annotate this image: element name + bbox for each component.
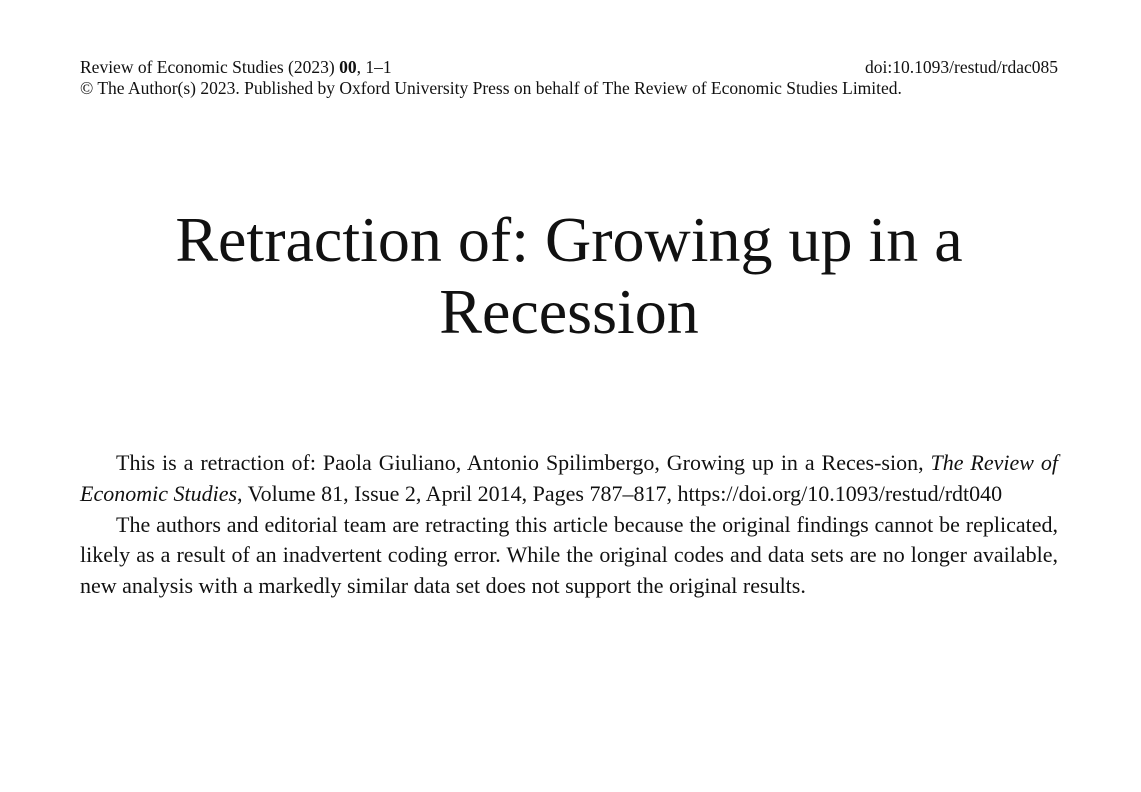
retraction-reason-paragraph: The authors and editorial team are retracting this article because the original findings cannot be replicated, likely as a result of an inadvertent coding error. While the original codes and data sets are no longer available, new analysis with a markedly similar data set does not support the original results.	[80, 511, 1058, 599]
cited-journal-title: The Review of Economic Studies	[80, 450, 1058, 506]
citation-lead: This is a retraction of: Paola Giuliano, Antonio Spilimbergo, Growing up in a Reces-sion,	[116, 450, 931, 475]
copyright-notice: © The Author(s) 2023. Published by Oxford University Press on behalf of The Review of Economic Studies Limited.	[80, 78, 902, 98]
citation-details: , Volume 81, Issue 2, April 2014, Pages 787–817, https://doi.org/10.1093/restud/rdt040	[237, 480, 1003, 506]
journal-name: Review of Economic Studies (2023)	[80, 57, 335, 77]
retraction-citation-paragraph	[80, 448, 1058, 510]
journal-pages: , 1–1	[356, 57, 392, 77]
article-title: Retraction of: Growing up in a Recession	[175, 204, 963, 347]
header-row	[80, 57, 1058, 78]
article-body	[80, 448, 1058, 602]
journal-volume: 00	[339, 57, 357, 77]
article-header	[80, 57, 1058, 99]
journal-citation	[80, 57, 392, 78]
doi-label: doi:10.1093/restud/rdac085	[865, 57, 1058, 77]
